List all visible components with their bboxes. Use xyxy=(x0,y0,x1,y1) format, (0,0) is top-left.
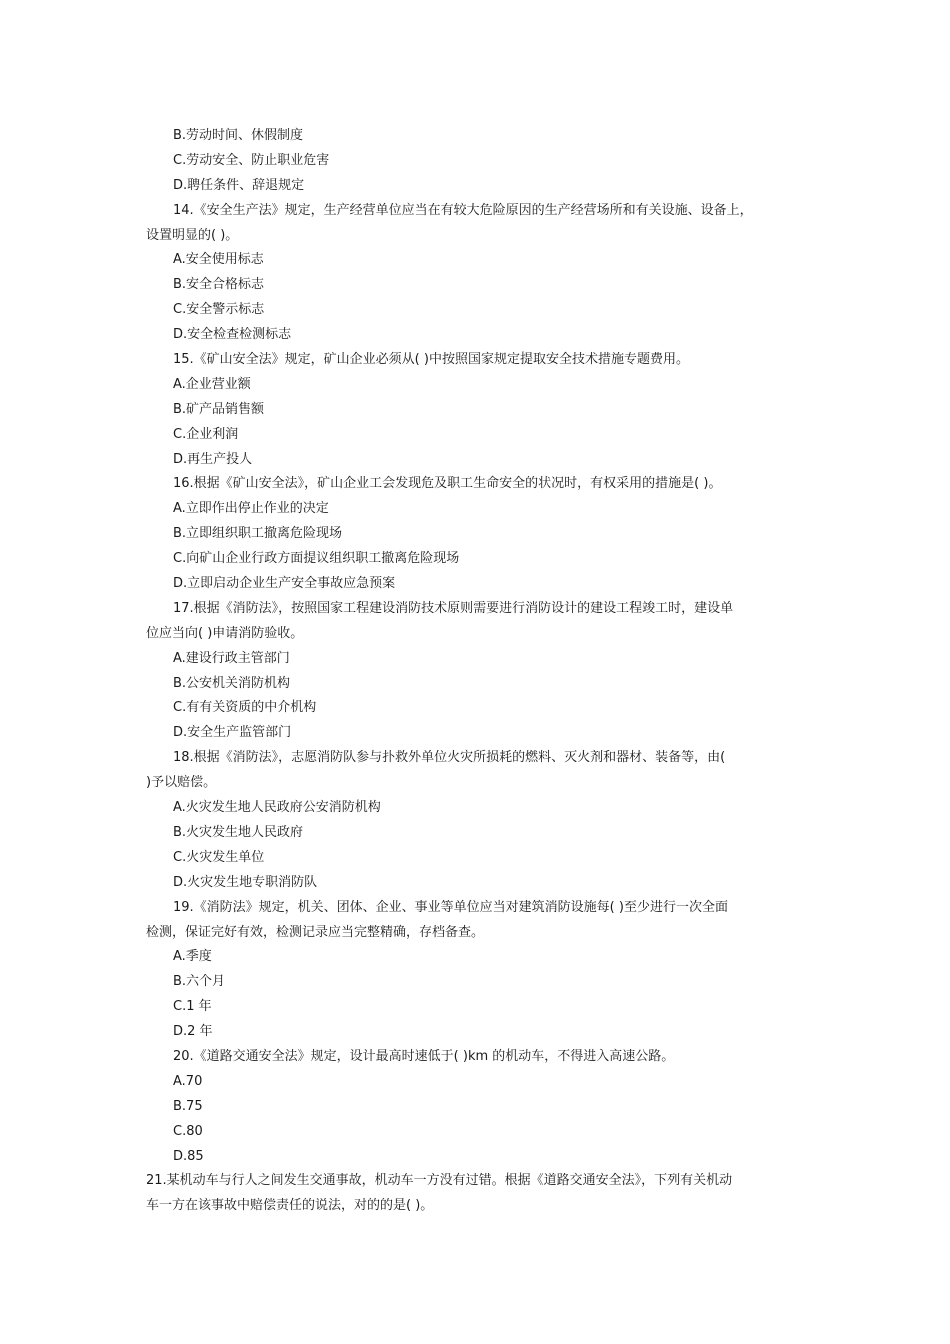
answer-option: B.立即组织职工撤离危险现场 xyxy=(173,526,343,542)
question-text: 20.《道路交通安全法》规定，设计最高时速低于( )km 的机动车，不得进入高速公路。 xyxy=(173,1048,675,1064)
answer-option: B.公安机关消防机构 xyxy=(173,675,291,691)
answer-option: A.安全使用标志 xyxy=(173,252,264,268)
question-text: 18.根据《消防法》，志愿消防队参与扑救外单位火灾所损耗的燃料、灭火剂和器材、装备等，由( xyxy=(173,750,726,766)
answer-option: C.劳动安全、防止职业危害 xyxy=(173,152,330,168)
question-text: 21.某机动车与行人之间发生交通事故，机动车一方没有过错。根据《道路交通安全法》，下列有关机动 xyxy=(146,1173,733,1189)
answer-option: D.2 年 xyxy=(173,1024,213,1040)
answer-option: C.1 年 xyxy=(173,999,212,1015)
answer-option: A.立即作出停止作业的决定 xyxy=(173,501,329,517)
answer-option: B.六个月 xyxy=(173,974,226,990)
answer-option: D.安全生产监管部门 xyxy=(173,725,292,741)
answer-option: B.75 xyxy=(173,1098,203,1114)
answer-option: C.安全警示标志 xyxy=(173,302,265,318)
answer-option: B.安全合格标志 xyxy=(173,277,265,293)
question-text-continued: 设置明显的( )。 xyxy=(146,227,239,243)
question-text-continued: )予以赔偿。 xyxy=(146,775,217,791)
question-list xyxy=(146,124,806,1219)
answer-option: A.企业营业额 xyxy=(173,376,251,392)
answer-option: D.立即启动企业生产安全事故应急预案 xyxy=(173,576,396,592)
question-text: 15.《矿山安全法》规定，矿山企业必须从( )中按照国家规定提取安全技术措施专题费用。 xyxy=(173,352,689,368)
question-text-continued: 车一方在该事故中赔偿责任的说法，对的的是( )。 xyxy=(146,1198,434,1214)
answer-option: C.企业利润 xyxy=(173,426,239,442)
answer-option: C.向矿山企业行政方面提议组织职工撤离危险现场 xyxy=(173,551,460,567)
question-text-continued: 位应当向( )申请消防验收。 xyxy=(146,625,304,641)
answer-option: D.85 xyxy=(173,1148,204,1164)
answer-option: D.聘任条件、辞退规定 xyxy=(173,177,305,193)
answer-option: A.建设行政主管部门 xyxy=(173,650,290,666)
answer-option: A.火灾发生地人民政府公安消防机构 xyxy=(173,800,381,816)
answer-option: C.火灾发生单位 xyxy=(173,849,265,865)
answer-option: A.70 xyxy=(173,1073,203,1089)
question-text: 14.《安全生产法》规定，生产经营单位应当在有较大危险原因的生产经营场所和有关设施、设备上， xyxy=(173,202,753,218)
answer-option: B.火灾发生地人民政府 xyxy=(173,824,304,840)
answer-option: C.有有关资质的中介机构 xyxy=(173,700,317,716)
answer-option: A.季度 xyxy=(173,949,212,965)
answer-option: B.劳动时间、休假制度 xyxy=(173,128,304,143)
answer-option: D.安全检查检测标志 xyxy=(173,327,292,343)
answer-option: D.再生产投人 xyxy=(173,451,253,467)
question-text: 17.根据《消防法》，按照国家工程建设消防技术原则需要进行消防设计的建设工程竣工时，建设单 xyxy=(173,600,734,616)
question-text-continued: 检测，保证完好有效，检测记录应当完整精确，存档备查。 xyxy=(146,924,485,940)
question-text: 19.《消防法》规定，机关、团体、企业、事业等单位应当对建筑消防设施每( )至少进行一次全面 xyxy=(173,899,728,915)
answer-option: C.80 xyxy=(173,1123,203,1139)
answer-option: B.矿产品销售额 xyxy=(173,401,265,417)
question-text: 16.根据《矿山安全法》，矿山企业工会发现危及职工生命安全的状况时，有权采用的措施是( )。 xyxy=(173,476,722,492)
answer-option: D.火灾发生地专职消防队 xyxy=(173,874,318,890)
